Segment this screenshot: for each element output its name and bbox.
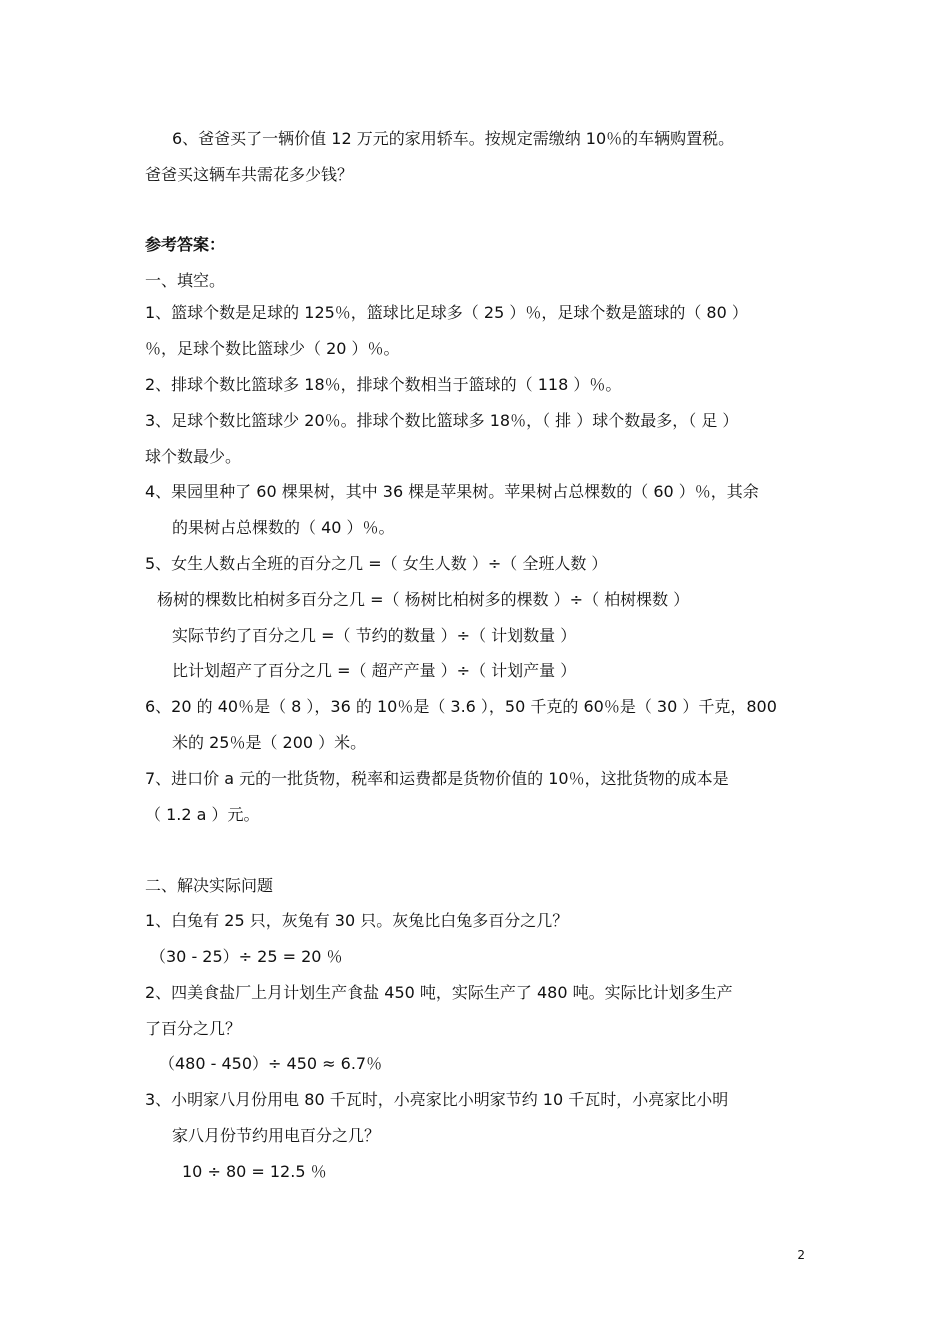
answer-5-line-3: 实际节约了百分之几 =（ 节约的数量 ）÷（ 计划数量 ）: [172, 626, 577, 645]
answers-heading: 参考答案：: [145, 235, 226, 254]
section-1-heading: 一、填空。: [145, 271, 226, 290]
problem-2-question-line-1: 2、四美食盐厂上月计划生产食盐 450 吨，实际生产了 480 吨。实际比计划多生产: [145, 983, 733, 1002]
answer-2-line-1: 2、排球个数比篮球多 18％，排球个数相当于篮球的（ 118 ）％。: [145, 375, 622, 394]
answer-5-line-4: 比计划超产了百分之几 =（ 超产产量 ）÷（ 计划产量 ）: [172, 661, 577, 680]
question-6-line-2: 爸爸买这辆车共需花多少钱？: [145, 165, 354, 184]
problem-1-question: 1、白兔有 25 只，灰兔有 30 只。灰兔比白兔多百分之几？: [145, 911, 569, 930]
section-2-heading: 二、解决实际问题: [145, 876, 274, 895]
answer-3-line-1: 3、足球个数比篮球少 20％。排球个数比篮球多 18％，（ 排 ）球个数最多，（ 足 ）: [145, 411, 739, 430]
answer-4-line-2: 的果树占总棵数的（ 40 ）％。: [172, 518, 395, 537]
answer-5-line-2: 杨树的棵数比柏树多百分之几 =（ 杨树比柏树多的棵数 ）÷（ 柏树棵数 ）: [157, 590, 690, 609]
page-number: 2: [797, 1248, 805, 1262]
problem-3-solution: 10 ÷ 80 = 12.5 ％: [182, 1162, 327, 1181]
answer-5-line-1: 5、女生人数占全班的百分之几 =（ 女生人数 ）÷（ 全班人数 ）: [145, 554, 608, 573]
problem-1-solution: （30 - 25）÷ 25 = 20 ％: [150, 947, 343, 966]
answer-6-line-2: 米的 25％是（ 200 ）米。: [172, 733, 367, 752]
answer-7-line-2: （ 1.2 a ）元。: [145, 805, 260, 824]
answer-6-line-1: 6、20 的 40％是（ 8 ），36 的 10％是（ 3.6 ），50 千克的 60％是（ 30 ）千克，800: [145, 697, 777, 716]
answer-1-line-1: 1、篮球个数是足球的 125％，篮球比足球多（ 25 ）％，足球个数是篮球的（ 80 ）: [145, 303, 748, 322]
answer-4-line-1: 4、果园里种了 60 棵果树，其中 36 棵是苹果树。苹果树占总棵数的（ 60 ）％，其余: [145, 482, 759, 501]
problem-2-question-line-2: 了百分之几？: [145, 1019, 242, 1038]
question-6-line-1: 6、爸爸买了一辆价值 12 万元的家用轿车。按规定需缴纳 10％的车辆购置税。: [172, 129, 735, 148]
answer-7-line-1: 7、进口价 a 元的一批货物，税率和运费都是货物价值的 10％，这批货物的成本是: [145, 769, 729, 788]
problem-2-solution: （480 - 450）÷ 450 ≈ 6.7％: [159, 1054, 383, 1073]
answer-1-line-2: ％，足球个数比篮球少（ 20 ）％。: [145, 339, 400, 358]
problem-3-question-line-2: 家八月份节约用电百分之几？: [172, 1126, 381, 1145]
answer-3-line-2: 球个数最少。: [145, 447, 242, 466]
problem-3-question-line-1: 3、小明家八月份用电 80 千瓦时，小亮家比小明家节约 10 千瓦时，小亮家比小明: [145, 1090, 729, 1109]
